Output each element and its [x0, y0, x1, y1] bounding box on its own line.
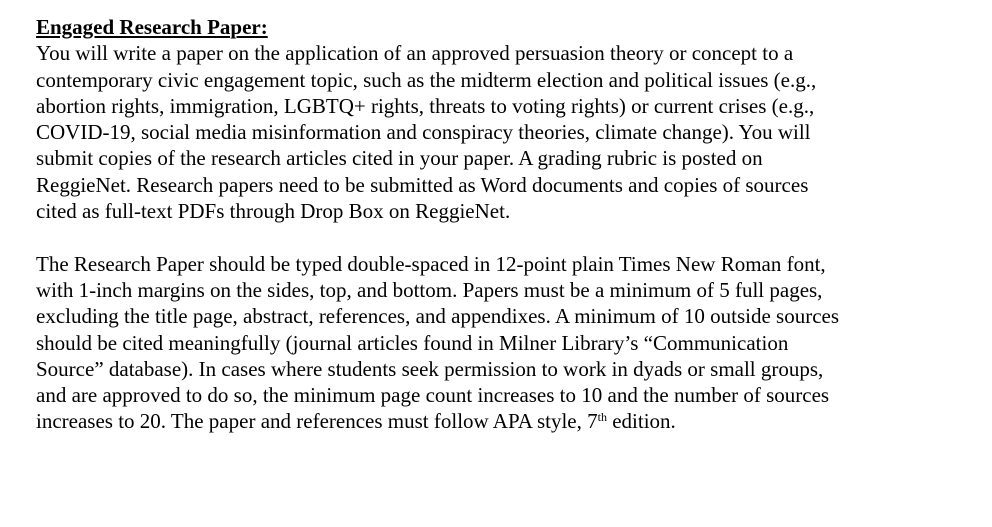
paragraph-line: COVID-19, social media misinformation and conspiracy theories, climate change). You will — [36, 120, 811, 145]
paragraph-submission-overview — [36, 40, 936, 224]
paragraph-formatting-requirements — [36, 251, 936, 435]
apa-line-text: increases to 20. The paper and references must follow APA style, 7 — [36, 409, 598, 434]
paragraph-line: should be cited meaningfully (journal articles found in Milner Library’s “Communication — [36, 330, 789, 355]
paragraph-line: contemporary civic engagement topic, such as the midterm election and political issues (e.g., — [36, 67, 817, 92]
paragraph-line: cited as full-text PDFs through Drop Box on ReggieNet. — [36, 199, 511, 224]
apa-line-ending: edition. — [606, 409, 676, 434]
document-body — [36, 14, 936, 435]
paragraph-spacer — [36, 224, 936, 250]
ordinal-superscript: th — [597, 410, 607, 425]
paragraph-line: with 1-inch margins on the sides, top, and bottom. Papers must be a minimum of 5 full pages, — [36, 277, 823, 302]
document-heading: Engaged Research Paper: — [36, 15, 268, 39]
paragraph-line: Source” database). In cases where students seek permission to work in dyads or small groups, — [36, 356, 824, 381]
paragraph-line: submit copies of the research articles cited in your paper. A grading rubric is posted on — [36, 146, 763, 171]
paragraph-line-last — [36, 408, 936, 434]
paragraph-line: ReggieNet. Research papers need to be submitted as Word documents and copies of sources — [36, 172, 809, 197]
paragraph-line: abortion rights, immigration, LGBTQ+ rights, threats to voting rights) or current crises (e.g., — [36, 93, 815, 118]
paragraph-line: excluding the title page, abstract, references, and appendixes. A minimum of 10 outside sources — [36, 304, 840, 329]
paragraph-line: You will write a paper on the application of an approved persuasion theory or concept to a — [36, 41, 794, 66]
paragraph-line: The Research Paper should be typed double-spaced in 12-point plain Times New Roman font, — [36, 251, 826, 276]
paragraph-line: and are approved to do so, the minimum page count increases to 10 and the number of sources — [36, 383, 830, 408]
